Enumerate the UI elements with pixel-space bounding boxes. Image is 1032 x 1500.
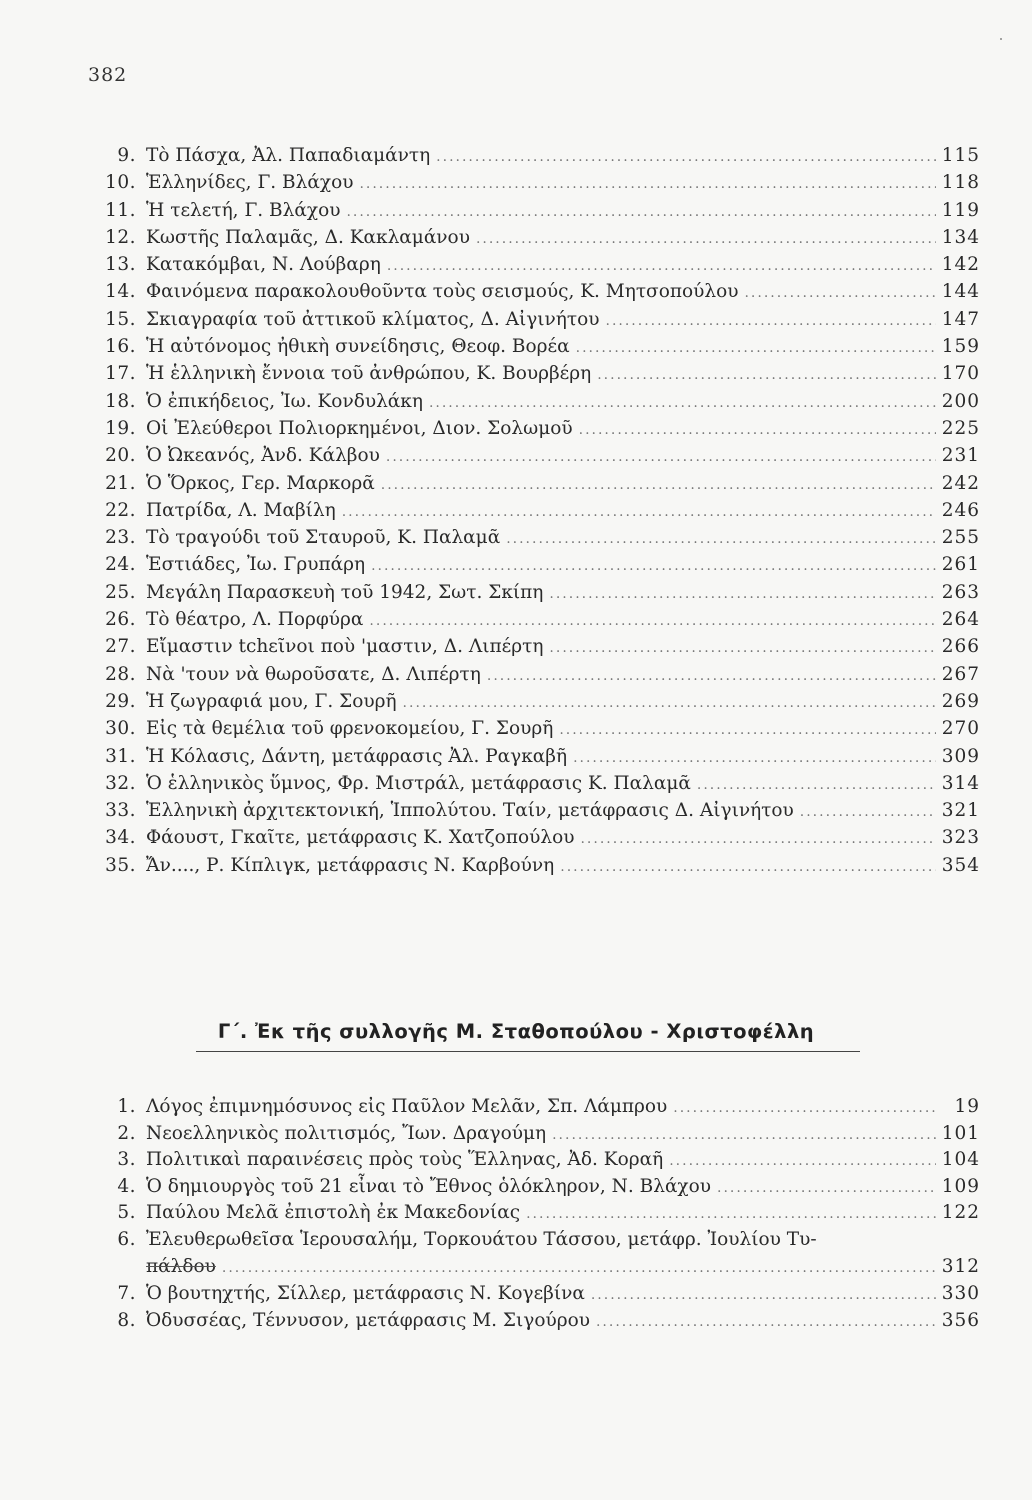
leader-dots	[717, 1175, 936, 1202]
leader-dots	[606, 308, 937, 335]
entry-page: 356	[941, 1309, 980, 1331]
toc-entry	[90, 1173, 980, 1200]
leader-dots	[369, 608, 936, 635]
entry-number: 17.	[105, 363, 136, 385]
toc-entry	[90, 524, 980, 551]
entry-number: 1.	[117, 1096, 136, 1117]
entry-page: 115	[941, 145, 980, 166]
leader-dots	[381, 472, 936, 499]
entry-number: 5.	[117, 1202, 136, 1224]
entry-number: 33.	[105, 800, 136, 822]
leader-dots	[403, 690, 936, 717]
entry-title: Ὁ Ὅρκος, Γερ. Μαρκορᾶ	[146, 472, 375, 494]
toc-entry	[90, 1199, 980, 1226]
leader-dots	[549, 581, 936, 608]
leader-dots	[596, 1309, 936, 1336]
entry-number: 2.	[117, 1122, 136, 1144]
leader-dots	[359, 171, 936, 198]
leader-dots	[669, 1148, 936, 1175]
entry-number: 30.	[105, 718, 136, 740]
entry-number: 25.	[105, 581, 136, 603]
leader-dots	[371, 553, 936, 580]
entry-title: Τὸ τραγούδι τοῦ Σταυροῦ, Κ. Παλαμᾶ	[146, 527, 501, 549]
entry-number: 7.	[117, 1282, 136, 1304]
toc-entry	[90, 360, 980, 387]
entry-page: 170	[941, 363, 980, 385]
entry-number: 11.	[105, 199, 136, 221]
leader-dots	[506, 526, 936, 553]
toc-entry	[90, 1093, 980, 1120]
paper-speck	[1000, 38, 1002, 40]
entry-page: 122	[941, 1202, 980, 1224]
entry-title: Κωστῆς Παλαμᾶς, Δ. Κακλαμάνου	[146, 226, 470, 248]
section-heading-c: Γ΄. Ἐκ τῆς συλλογῆς Μ. Σταθοπούλου - Χριστοφέλλη	[217, 1020, 815, 1043]
leader-dots	[487, 663, 936, 690]
entry-title: Παύλου Μελᾶ ἐπιστολὴ ἐκ Μακεδονίας	[146, 1202, 521, 1224]
entry-page: 118	[941, 172, 980, 194]
entry-page: 142	[941, 254, 980, 276]
toc-entry	[90, 1280, 980, 1307]
entry-number: 16.	[105, 336, 136, 358]
toc-entry	[90, 415, 980, 442]
entry-number: 29.	[105, 690, 136, 712]
toc-entry	[90, 388, 980, 415]
entry-page: 263	[941, 581, 980, 603]
entry-title: Νὰ 'τουν νὰ θωροῦσατε, Δ. Λιπέρτη	[146, 663, 481, 685]
entry-title: Κατακόμβαι, Ν. Λούβαρη	[146, 254, 381, 276]
entry-title: Φάουστ, Γκαῖτε, μετάφρασις Κ. Χατζοπούλου	[146, 827, 575, 849]
entry-number: 14.	[105, 281, 136, 303]
leader-dots	[573, 745, 936, 772]
entry-title: Τὸ θέατρο, Λ. Πορφύρα	[146, 609, 364, 631]
entry-title: Ἡ αὐτόνομος ἠθικὴ συνείδησις, Θεοφ. Βορέα	[146, 336, 570, 358]
leader-dots	[552, 1122, 936, 1149]
entry-number: 23.	[105, 527, 136, 549]
toc-entry	[90, 169, 980, 196]
entry-title: Ὁ Ὠκεανός, Ἀνδ. Κάλβου	[146, 445, 380, 467]
entry-page: 267	[941, 663, 980, 685]
entry-page: 321	[941, 800, 980, 822]
entry-page: 330	[941, 1282, 980, 1304]
entry-title: Ὁ βουτηχτής, Σίλλερ, μετάφρασις Ν. Κογεβίνα	[146, 1282, 585, 1304]
entry-page: 200	[941, 390, 980, 412]
entry-number: 6.	[117, 1228, 136, 1250]
entry-page: 134	[941, 226, 980, 248]
entry-page: 270	[941, 718, 980, 740]
toc-entry	[90, 197, 980, 224]
entry-page: 242	[941, 472, 980, 494]
entry-number: 20.	[105, 445, 136, 467]
toc-entry	[90, 470, 980, 497]
leader-dots	[342, 499, 936, 526]
entry-page: 255	[941, 527, 980, 549]
entry-page: 119	[941, 199, 980, 221]
entry-title: Εἰς τὰ θεμέλια τοῦ φρενοκομείου, Γ. Σουρῆ	[146, 718, 554, 740]
entry-page: 309	[941, 745, 980, 767]
entry-title: Λόγος ἐπιμνημόσυνος εἰς Παῦλον Μελᾶν, Σπ. Λάμπρου	[146, 1096, 668, 1117]
toc-entry	[90, 824, 980, 851]
leader-dots	[387, 253, 936, 280]
toc-entry	[90, 333, 980, 360]
toc-entry	[90, 251, 980, 278]
entry-number: 13.	[105, 254, 136, 276]
leader-dots	[673, 1095, 936, 1122]
entry-number: 27.	[105, 636, 136, 658]
entry-page: 231	[941, 445, 980, 467]
toc-entry	[90, 688, 980, 715]
entry-number: 26.	[105, 609, 136, 631]
entry-page: 269	[941, 690, 980, 712]
leader-dots	[591, 1282, 936, 1309]
entry-title: Ὁ δημιουργὸς τοῦ 21 εἶναι τὸ Ἔθνος ὁλόκληρον, Ν. Βλάχου	[146, 1175, 712, 1197]
toc-entry	[90, 1146, 980, 1173]
entry-title: Ἑλληνίδες, Γ. Βλάχου	[146, 172, 354, 194]
leader-dots	[697, 772, 936, 799]
toc-entry	[90, 770, 980, 797]
entry-number: 19.	[105, 417, 136, 439]
entry-page: 159	[941, 336, 980, 358]
toc-entry	[90, 306, 980, 333]
entry-title: Νεοελληνικὸς πολιτισμός, Ἴων. Δραγούμη	[146, 1122, 547, 1144]
entry-number: 12.	[105, 226, 136, 248]
toc-entry	[90, 852, 980, 879]
entry-page: 19	[954, 1096, 980, 1117]
entry-title: Ἡ ζωγραφιά μου, Γ. Σουρῆ	[146, 690, 397, 712]
leader-dots	[579, 417, 936, 444]
leader-dots	[386, 444, 936, 471]
entry-page: 246	[941, 499, 980, 521]
leader-dots	[560, 854, 936, 881]
toc-entry	[90, 224, 980, 251]
leader-dots	[429, 390, 936, 417]
entry-title: Εἴμαστιν tchεῖνοι ποὺ 'μαστιν, Δ. Λιπέρτη	[146, 636, 544, 658]
toc-entry	[90, 278, 980, 305]
entry-title: Τὸ Πάσχα, Ἀλ. Παπαδιαμάντη	[146, 145, 431, 166]
toc-entry	[90, 1226, 980, 1280]
toc-entry	[90, 579, 980, 606]
entry-title: Σκιαγραφία τοῦ ἀττικοῦ κλίματος, Δ. Αἰγινήτου	[146, 308, 600, 330]
entry-page: 261	[941, 554, 980, 576]
entry-number: 32.	[105, 772, 136, 794]
entry-number: 34.	[105, 827, 136, 849]
leader-dots	[576, 335, 936, 362]
leader-dots	[436, 144, 936, 171]
leader-dots	[346, 199, 936, 226]
entry-title: Πολιτικαὶ παραινέσεις πρὸς τοὺς Ἕλληνας, Ἀδ. Κοραῆ	[146, 1149, 664, 1171]
entry-title-continuation: πάλδου	[146, 1255, 216, 1277]
toc-section-c	[90, 1093, 980, 1333]
entry-page: 101	[941, 1122, 980, 1144]
entry-title: Ὁ ἐπικήδειος, Ἰω. Κονδυλάκη	[146, 390, 423, 412]
entry-title: Οἱ Ἐλεύθεροι Πολιορκημένοι, Διον. Σολωμοῦ	[146, 417, 573, 439]
toc-entry	[90, 797, 980, 824]
entry-number: 21.	[105, 472, 136, 494]
entry-number: 9.	[117, 145, 136, 166]
section-heading-underline	[196, 1051, 860, 1052]
entry-title: Ἄν...., Ρ. Κίπλιγκ, μετάφρασις Ν. Καρβούνη	[146, 854, 555, 876]
entry-page: 144	[941, 281, 980, 303]
toc-entry	[90, 551, 980, 578]
toc-entry	[90, 661, 980, 688]
toc-entry	[90, 606, 980, 633]
leader-dots	[549, 635, 936, 662]
entry-title: Ἡ Κόλασις, Δάντη, μετάφρασις Ἀλ. Ραγκαβῆ	[146, 745, 568, 767]
entry-title: Πατρίδα, Λ. Μαβίλη	[146, 499, 336, 521]
toc-entry	[90, 743, 980, 770]
entry-number: 4.	[117, 1175, 136, 1197]
leader-dots	[597, 362, 936, 389]
entry-title: Ἑλληνικὴ ἀρχιτεκτονική, Ἱππολύτου. Ταίν, μετάφρασις Δ. Αἰγινήτου	[146, 800, 794, 822]
leader-dots	[744, 280, 936, 307]
leader-dots	[800, 799, 936, 826]
entry-title: Μεγάλη Παρασκευὴ τοῦ 1942, Σωτ. Σκίπη	[146, 581, 544, 603]
entry-title: Ἡ τελετή, Γ. Βλάχου	[146, 199, 341, 221]
entry-title: Ὁ ἑλληνικὸς ὕμνος, Φρ. Μιστράλ, μετάφρασις Κ. Παλαμᾶ	[146, 772, 691, 794]
toc-entry	[90, 715, 980, 742]
toc-entry	[90, 142, 980, 169]
page-number: 382	[88, 64, 128, 86]
entry-page: 147	[941, 308, 980, 330]
entry-page: 354	[941, 854, 980, 876]
entry-title: Ὀδυσσέας, Τέννυσον, μετάφρασις Μ. Σιγούρου	[146, 1309, 590, 1331]
entry-number: 3.	[117, 1149, 136, 1171]
toc-entry	[90, 1120, 980, 1147]
leader-dots	[526, 1201, 936, 1228]
entry-number: 28.	[105, 663, 136, 685]
entry-page: 109	[941, 1175, 980, 1197]
entry-number: 35.	[105, 854, 136, 876]
entry-number: 8.	[117, 1309, 136, 1331]
entry-page: 323	[941, 827, 980, 849]
entry-title: Ἑστιάδες, Ἰω. Γρυπάρη	[146, 554, 366, 576]
entry-number: 10.	[105, 172, 136, 194]
toc-entry	[90, 442, 980, 469]
entry-page: 266	[941, 636, 980, 658]
leader-dots	[476, 226, 936, 253]
entry-page: 104	[941, 1149, 980, 1171]
entry-number: 18.	[105, 390, 136, 412]
leader-dots	[559, 717, 936, 744]
entry-title: Ἡ ἑλληνικὴ ἔννοια τοῦ ἀνθρώπου, Κ. Βουρβέρη	[146, 363, 592, 385]
entry-number: 15.	[105, 308, 136, 330]
entry-title: Φαινόμενα παρακολουθοῦντα τοὺς σεισμούς, Κ. Μητσοπούλου	[146, 281, 739, 303]
entry-page: 264	[941, 609, 980, 631]
leader-dots	[222, 1255, 936, 1282]
entry-page: 314	[941, 772, 980, 794]
entry-page: 225	[941, 417, 980, 439]
leader-dots	[580, 826, 936, 853]
entry-number: 24.	[105, 554, 136, 576]
entry-title: Ἐλευθερωθεῖσα Ἱερουσαλήμ, Τορκουάτου Τάσσου, μετάφρ. Ἰουλίου Τυ-	[146, 1228, 817, 1250]
toc-entry	[90, 497, 980, 524]
entry-page: 312	[941, 1255, 980, 1277]
entry-number: 31.	[105, 745, 136, 767]
toc-entry	[90, 1307, 980, 1334]
entry-number: 22.	[105, 499, 136, 521]
toc-section-b-continued	[90, 142, 980, 879]
toc-entry	[90, 633, 980, 660]
